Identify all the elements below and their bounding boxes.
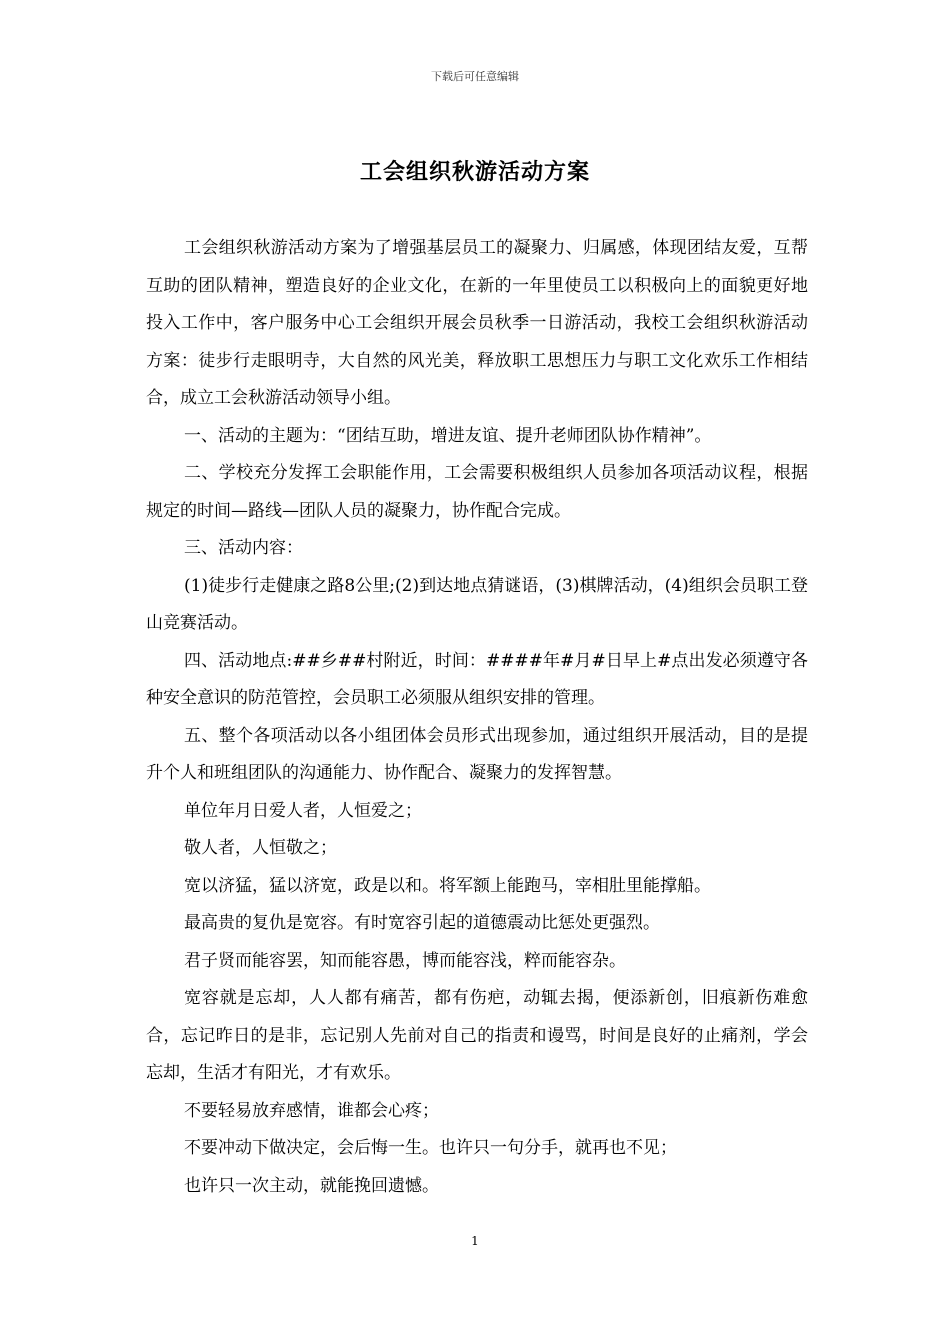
paragraph: 二、学校充分发挥工会职能作用，工会需要积极组织人员参加各项活动议程，根据规定的时间—路线—团队人员的凝聚力，协作配合完成。 xyxy=(146,463,808,521)
paragraph: 宽以济猛，猛以济宽，政是以和。将军额上能跑马，宰相肚里能撑船。 xyxy=(184,875,711,896)
paragraph: 不要冲动下做决定，会后悔一生。也许只一句分手，就再也不见； xyxy=(184,1138,677,1158)
document-body xyxy=(146,230,808,1205)
paragraph: 单位年月日爱人者，人恒爱之； xyxy=(184,800,422,821)
paragraph: 君子贤而能容罢，知而能容愚，博而能容浅，粹而能容杂。 xyxy=(184,950,626,971)
paragraph: 工会组织秋游活动方案为了增强基层员工的凝聚力、归属感，体现团结友爱，互帮互助的团队精神，塑造良好的企业文化，在新的一年里使员工以积极向上的面貌更好地投入工作中，客户服务中心工会组织开展会员秋季一日游活动，我校工会组织秋游活动方案：徒步行走眼明寺，大自然的风光美，释放职工思想压力与职工文化欢乐工作相结合，成立工会秋游活动领导小组。 xyxy=(146,238,808,408)
paragraph: 不要轻易放弃感情，谁都会心疼； xyxy=(184,1100,439,1121)
paragraph: 宽容就是忘却，人人都有痛苦，都有伤疤，动辄去揭，便添新创，旧痕新伤难愈合，忘记昨日的是非，忘记别人先前对自己的指责和谩骂，时间是良好的止痛剂，学会忘却，生活才有阳光，才有欢乐。 xyxy=(146,988,808,1083)
paragraph: 最高贵的复仇是宽容。有时宽容引起的道德震动比惩处更强烈。 xyxy=(184,913,660,933)
paragraph: 五、整个各项活动以各小组团体会员形式出现参加，通过组织开展活动，目的是提升个人和班组团队的沟通能力、协作配合、凝聚力的发挥智慧。 xyxy=(146,725,808,783)
paragraph: 四、活动地点:##乡##村附近，时间：####年#月#日早上#点出发必须遵守各种安全意识的防范管控，会员职工必须服从组织安排的管理。 xyxy=(146,650,808,708)
paragraph: 敬人者，人恒敬之； xyxy=(184,838,337,858)
paragraph: 也许只一次主动，就能挽回遗憾。 xyxy=(184,1175,439,1196)
page-number: 1 xyxy=(471,1234,479,1248)
paragraph: 三、活动内容： xyxy=(184,538,303,558)
header-note: 下载后可任意编辑 xyxy=(431,70,519,83)
paragraph: 一、活动的主题为：“团结互助，增进友谊、提升老师团队协作精神”。 xyxy=(184,425,712,446)
document-title: 工会组织秋游活动方案 xyxy=(359,160,590,185)
paragraph: (1)徒步行走健康之路8公里;(2)到达地点猜谜语，(3)棋牌活动，(4)组织会员职工登山竞赛活动。 xyxy=(146,575,808,633)
